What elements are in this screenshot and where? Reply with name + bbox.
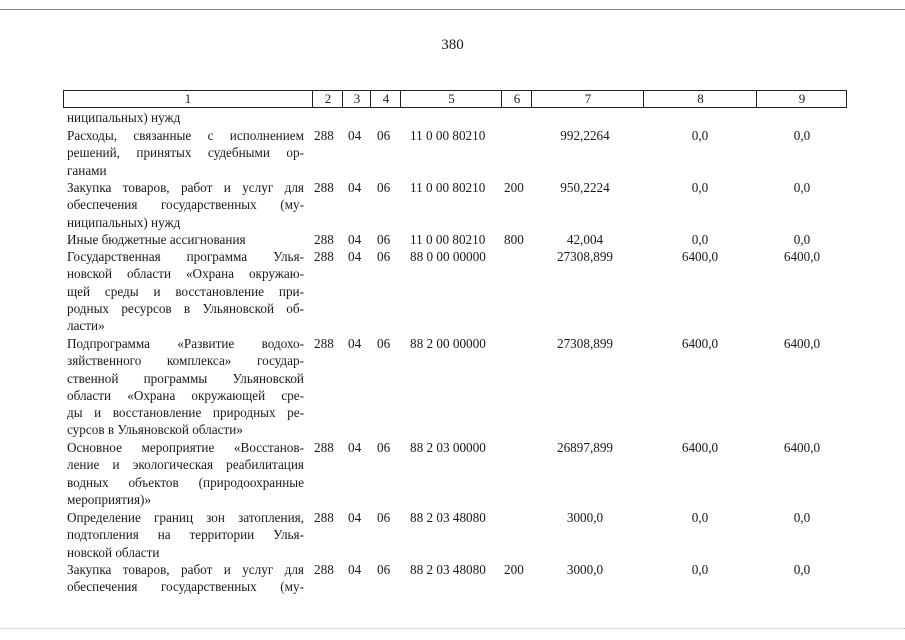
description-line: зяйственного комплекса» государ- — [67, 353, 304, 369]
description-line: новской области «Охрана окружаю- — [67, 266, 304, 282]
description-line: Определение границ зон затопления, — [67, 510, 304, 525]
cell-col-8: 0,0 — [691, 180, 709, 195]
cell-col-3: 04 — [348, 249, 362, 264]
cell-col-5: 88 2 03 00000 — [410, 440, 486, 455]
cell-col-5: 88 2 03 48080 — [410, 510, 486, 525]
cell-col-6: 200 — [504, 180, 524, 195]
cell-col-4: 06 — [377, 440, 391, 455]
cell-col-3: 04 — [348, 180, 362, 195]
cell-col-9: 6400,0 — [783, 249, 821, 264]
description-line: Государственная программа Улья- — [67, 249, 304, 264]
description-line: обеспечения государственных (му- — [67, 579, 304, 595]
cell-col-8: 0,0 — [691, 232, 709, 247]
cell-col-4: 06 — [377, 336, 391, 351]
cell-col-9: 0,0 — [793, 510, 811, 525]
description-line: сурсов в Ульяновской области» — [67, 422, 243, 438]
header-col-4: 4 — [370, 91, 401, 107]
cell-col-8: 0,0 — [691, 128, 709, 143]
cell-col-5: 11 0 00 80210 — [410, 180, 486, 195]
description-line: новской области — [67, 544, 160, 560]
row-description — [67, 179, 304, 231]
cell-col-3: 04 — [348, 128, 362, 143]
cell-col-5: 88 0 00 00000 — [410, 249, 486, 264]
cell-col-7: 27308,899 — [556, 336, 614, 351]
cell-col-2: 288 — [314, 336, 334, 351]
cell-col-2: 288 — [314, 128, 334, 143]
header-col-1: 1 — [184, 91, 192, 106]
row-description — [67, 335, 304, 439]
cell-col-9: 6400,0 — [783, 336, 821, 351]
cell-col-2: 288 — [314, 562, 334, 577]
cell-col-8: 6400,0 — [681, 440, 719, 455]
cell-col-2: 288 — [314, 510, 334, 525]
cell-col-5: 11 0 00 80210 — [410, 232, 486, 247]
description-line: подтопления на территории Улья- — [67, 527, 304, 543]
cell-col-8: 0,0 — [691, 510, 709, 525]
cell-col-3: 04 — [348, 562, 362, 577]
description-line: Закупка товаров, работ и услуг для — [67, 180, 304, 195]
cell-col-5: 11 0 00 80210 — [410, 128, 486, 143]
header-col-6: 6 — [501, 91, 532, 107]
description-line: ганами — [67, 162, 107, 178]
cell-col-9: 0,0 — [793, 128, 811, 143]
row-description — [67, 509, 304, 561]
header-col-2: 2 — [312, 91, 343, 107]
cell-col-7: 26897,899 — [556, 440, 614, 455]
row-description — [67, 109, 304, 126]
description-line: ление и экологическая реабилитация — [67, 457, 304, 473]
description-line: Иные бюджетные ассигнования — [67, 232, 246, 247]
cell-col-7: 3000,0 — [566, 562, 604, 577]
page-number: 380 — [441, 37, 464, 53]
cell-col-4: 06 — [377, 232, 391, 247]
description-line: щей среды и восстановление при- — [67, 283, 304, 299]
description-line: ды и восстановление природных ре- — [67, 405, 304, 421]
cell-col-4: 06 — [377, 562, 391, 577]
cell-col-8: 6400,0 — [681, 249, 719, 264]
cell-col-5: 88 2 03 48080 — [410, 562, 486, 577]
description-line: решений, принятых судебными ор- — [67, 145, 304, 161]
cell-col-7: 950,2224 — [560, 180, 610, 195]
cell-col-2: 288 — [314, 440, 334, 455]
cell-col-9: 0,0 — [793, 562, 811, 577]
header-col-3: 3 — [342, 91, 371, 107]
cell-col-2: 288 — [314, 232, 334, 247]
row-description — [67, 439, 304, 508]
cell-col-2: 288 — [314, 180, 334, 195]
cell-col-4: 06 — [377, 128, 391, 143]
cell-col-5: 88 2 00 00000 — [410, 336, 486, 351]
cell-col-8: 0,0 — [691, 562, 709, 577]
cell-col-4: 06 — [377, 510, 391, 525]
cell-col-3: 04 — [348, 440, 362, 455]
description-line: Подпрограмма «Развитие водохо- — [67, 336, 304, 351]
row-description — [67, 561, 304, 596]
description-line: области «Охрана окружающей сре- — [67, 387, 304, 403]
description-line: ласти» — [67, 318, 105, 334]
row-description — [67, 127, 304, 179]
cell-col-3: 04 — [348, 336, 362, 351]
row-description — [67, 231, 304, 248]
header-col-8: 8 — [643, 91, 757, 107]
cell-col-7: 992,2264 — [560, 128, 610, 143]
description-line: ниципальных) нужд — [67, 214, 181, 230]
cell-col-7: 27308,899 — [556, 249, 614, 264]
cell-col-4: 06 — [377, 180, 391, 195]
cell-col-8: 6400,0 — [681, 336, 719, 351]
description-line: Основное мероприятие «Восстанов- — [67, 440, 304, 455]
description-line: водных объектов (природоохранные — [67, 474, 304, 490]
description-line: мероприятия)» — [67, 491, 152, 507]
header-col-9: 9 — [756, 91, 847, 107]
description-line: Расходы, связанные с исполнением — [67, 128, 304, 143]
description-line: Закупка товаров, работ и услуг для — [67, 562, 304, 577]
cell-col-9: 6400,0 — [783, 440, 821, 455]
cell-col-2: 288 — [314, 249, 334, 264]
cell-col-9: 0,0 — [793, 180, 811, 195]
description-line: ниципальных) нужд — [67, 110, 181, 125]
cell-col-3: 04 — [348, 232, 362, 247]
description-line: ственной программы Ульяновской — [67, 370, 304, 386]
cell-col-3: 04 — [348, 510, 362, 525]
cell-col-6: 200 — [504, 562, 524, 577]
cell-col-7: 42,004 — [566, 232, 604, 247]
cell-col-4: 06 — [377, 249, 391, 264]
header-col-5: 5 — [400, 91, 502, 107]
description-line: обеспечения государственных (му- — [67, 197, 304, 213]
description-line: родных ресурсов в Ульяновской об- — [67, 300, 304, 316]
cell-col-9: 0,0 — [793, 232, 811, 247]
cell-col-6: 800 — [504, 232, 524, 247]
cell-col-7: 3000,0 — [566, 510, 604, 525]
scan-edge-specks — [0, 628, 905, 631]
row-description — [67, 248, 304, 334]
header-col-7: 7 — [531, 91, 644, 107]
